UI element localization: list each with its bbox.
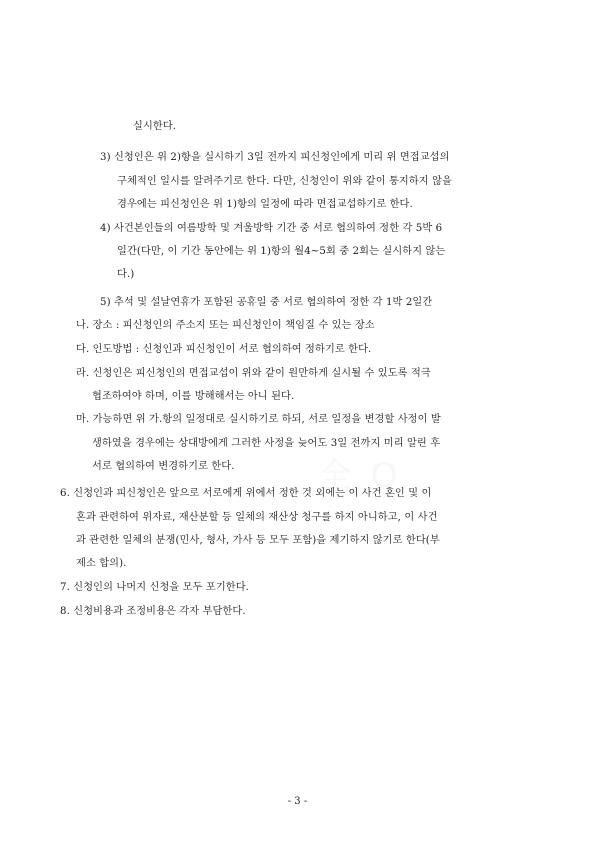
text-line: 생하였을 경우에는 상대방에게 그러한 사정을 늦어도 3일 전까지 미리 알린 후 — [92, 438, 441, 449]
text-line: 서로 협의하여 변경하기로 한다. — [92, 461, 235, 472]
text-line: 3) 신청인은 위 2)항을 실시하기 3일 전까지 피신청인에게 미리 위 면접교섭의 — [100, 152, 450, 163]
page-number: - 3 - — [287, 796, 308, 807]
text-line: 실시한다. — [133, 121, 177, 132]
text-line: 다. 인도방법 : 신청인과 피신청인이 서로 협의하여 정하기로 한다. — [76, 344, 372, 355]
text-line: 라. 신청인은 피신청인의 면접교섭이 위와 같이 원만하게 실시될 수 있도록 적극 — [76, 368, 431, 379]
text-line: 협조하여야 하며, 이를 방해해서는 아니 된다. — [92, 391, 295, 402]
text-line: 제소 합의). — [76, 558, 127, 569]
text-line: 다.) — [117, 269, 135, 280]
text-line: 과 관련한 일체의 분쟁(민사, 형사, 가사 등 모두 포함)을 제기하지 않기로 한다(부 — [76, 535, 440, 546]
text-line: 5) 추석 및 설날연휴가 포함된 공휴일 중 서로 협의하여 정한 각 1박 2일간 — [100, 297, 433, 308]
text-line: 구체적인 일시를 알려주기로 한다. 다만, 신청인이 위와 같이 통지하지 않을 — [117, 176, 452, 187]
text-line: 7. 신청인의 나머지 신청을 모두 포기한다. — [60, 582, 250, 593]
text-line: 혼과 관련하여 위자료, 재산분할 등 일체의 재산상 청구를 하지 아니하고, 이 사건 — [76, 512, 438, 523]
text-line: 일간(다만, 이 기간 동안에는 위 1)항의 월4~5회 중 2회는 실시하지 않는 — [117, 246, 446, 257]
text-line: 경우에는 피신청인은 위 1)항의 일정에 따라 면접교섭하기로 한다. — [117, 199, 413, 210]
text-line: 8. 신청비용과 조정비용은 각자 부담한다. — [60, 606, 246, 617]
text-line: 4) 사건본인들의 여름방학 및 겨울방학 기간 중 서로 협의하여 정한 각 5박 6 — [100, 223, 443, 234]
text-line: 6. 신청인과 피신청인은 앞으로 서로에게 위에서 정한 것 외에는 이 사건 혼인 및 이 — [60, 488, 432, 499]
text-line: 나. 장소 : 피신청인의 주소지 또는 피신청인이 책임질 수 있는 장소 — [76, 320, 375, 331]
text-line: 마. 가능하면 위 가.항의 일정대로 실시하기로 하되, 서로 일정을 변경할 사정이 발 — [76, 414, 441, 425]
